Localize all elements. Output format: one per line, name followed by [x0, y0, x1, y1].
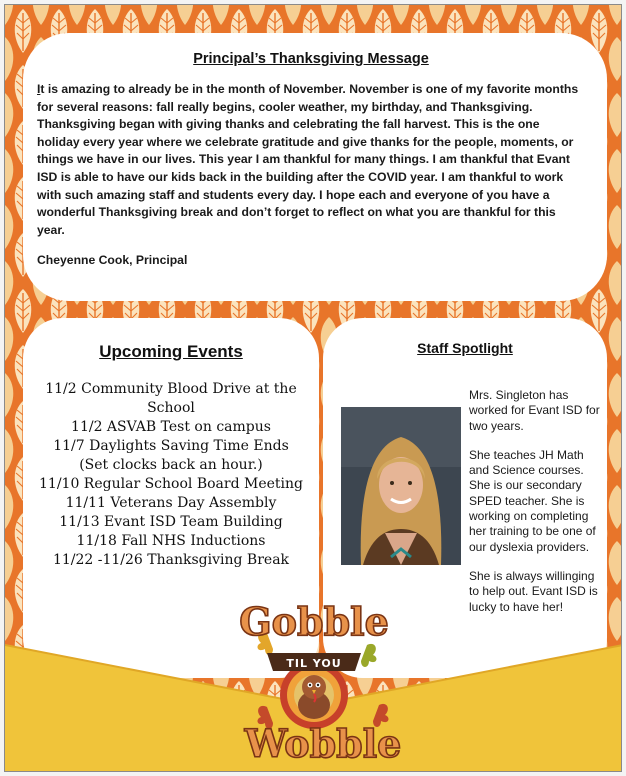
- message-text: t is amazing to already be in the month of November. November is one of my favorite months for several reasons: fall really begins, cooler weather, my birthday, and Thanksgiving. Thanksgiving began with giving thanks and celebrating the fall harvest. This is the one holiday every year where we celebrate gratitude and give thanks for the people, moments, or things we have in our lives. This year I am thankful for many things. I am thankful that Evant ISD is able to have our kids back in the building after the COVID year. I am thankful to work with such amazing staff and students every day. I hope each and everyone of you have a wonderful Thanksgiving break and don’t forget to reflect on what you are thankful for this year.: [37, 82, 579, 237]
- event-item: 11/7 Daylights Saving Time Ends (Set clocks back an hour.): [53, 438, 289, 473]
- events-title: Upcoming Events: [99, 342, 243, 361]
- staff-bio-paragraph: Mrs. Singleton has worked for Evant ISD for two years.: [469, 388, 600, 433]
- event-item: 11/22 -11/26 Thanksgiving Break: [52, 552, 290, 568]
- event-item: 11/18 Fall NHS Inductions: [76, 533, 266, 549]
- event-item: 11/2 Community Blood Drive at the School: [45, 381, 297, 416]
- event-item: 11/10 Regular School Board Meeting: [39, 476, 303, 492]
- newsletter-page: [4, 4, 622, 772]
- staff-bio-paragraph: She is always willinging to help out. Evant ISD is lucky to have her!: [469, 568, 598, 614]
- message-signature: Cheyenne Cook, Principal: [37, 253, 188, 268]
- bottom-banner-art: [5, 5, 622, 772]
- wobble-text: Wobble: [244, 721, 402, 766]
- staff-title: Staff Spotlight: [417, 340, 513, 356]
- gobble-text: Gobble: [239, 599, 389, 644]
- event-item: 11/2 ASVAB Test on campus: [71, 419, 271, 435]
- staff-bio-paragraph: She teaches JH Math and Science courses. She is our secondary SPED teacher. She is working on completing her training to be one of our dyslexia providers.: [469, 447, 596, 554]
- message-title: Principal’s Thanksgiving Message: [193, 51, 429, 67]
- message-first-letter: I: [37, 82, 41, 96]
- event-item: 11/13 Evant ISD Team Building: [59, 514, 283, 530]
- ribbon-text: TIL YOU: [286, 657, 342, 670]
- leaf-decoration-icon: [361, 644, 376, 667]
- turkey-illustration: [280, 661, 348, 729]
- event-item: 11/11 Veterans Day Assembly: [65, 495, 277, 511]
